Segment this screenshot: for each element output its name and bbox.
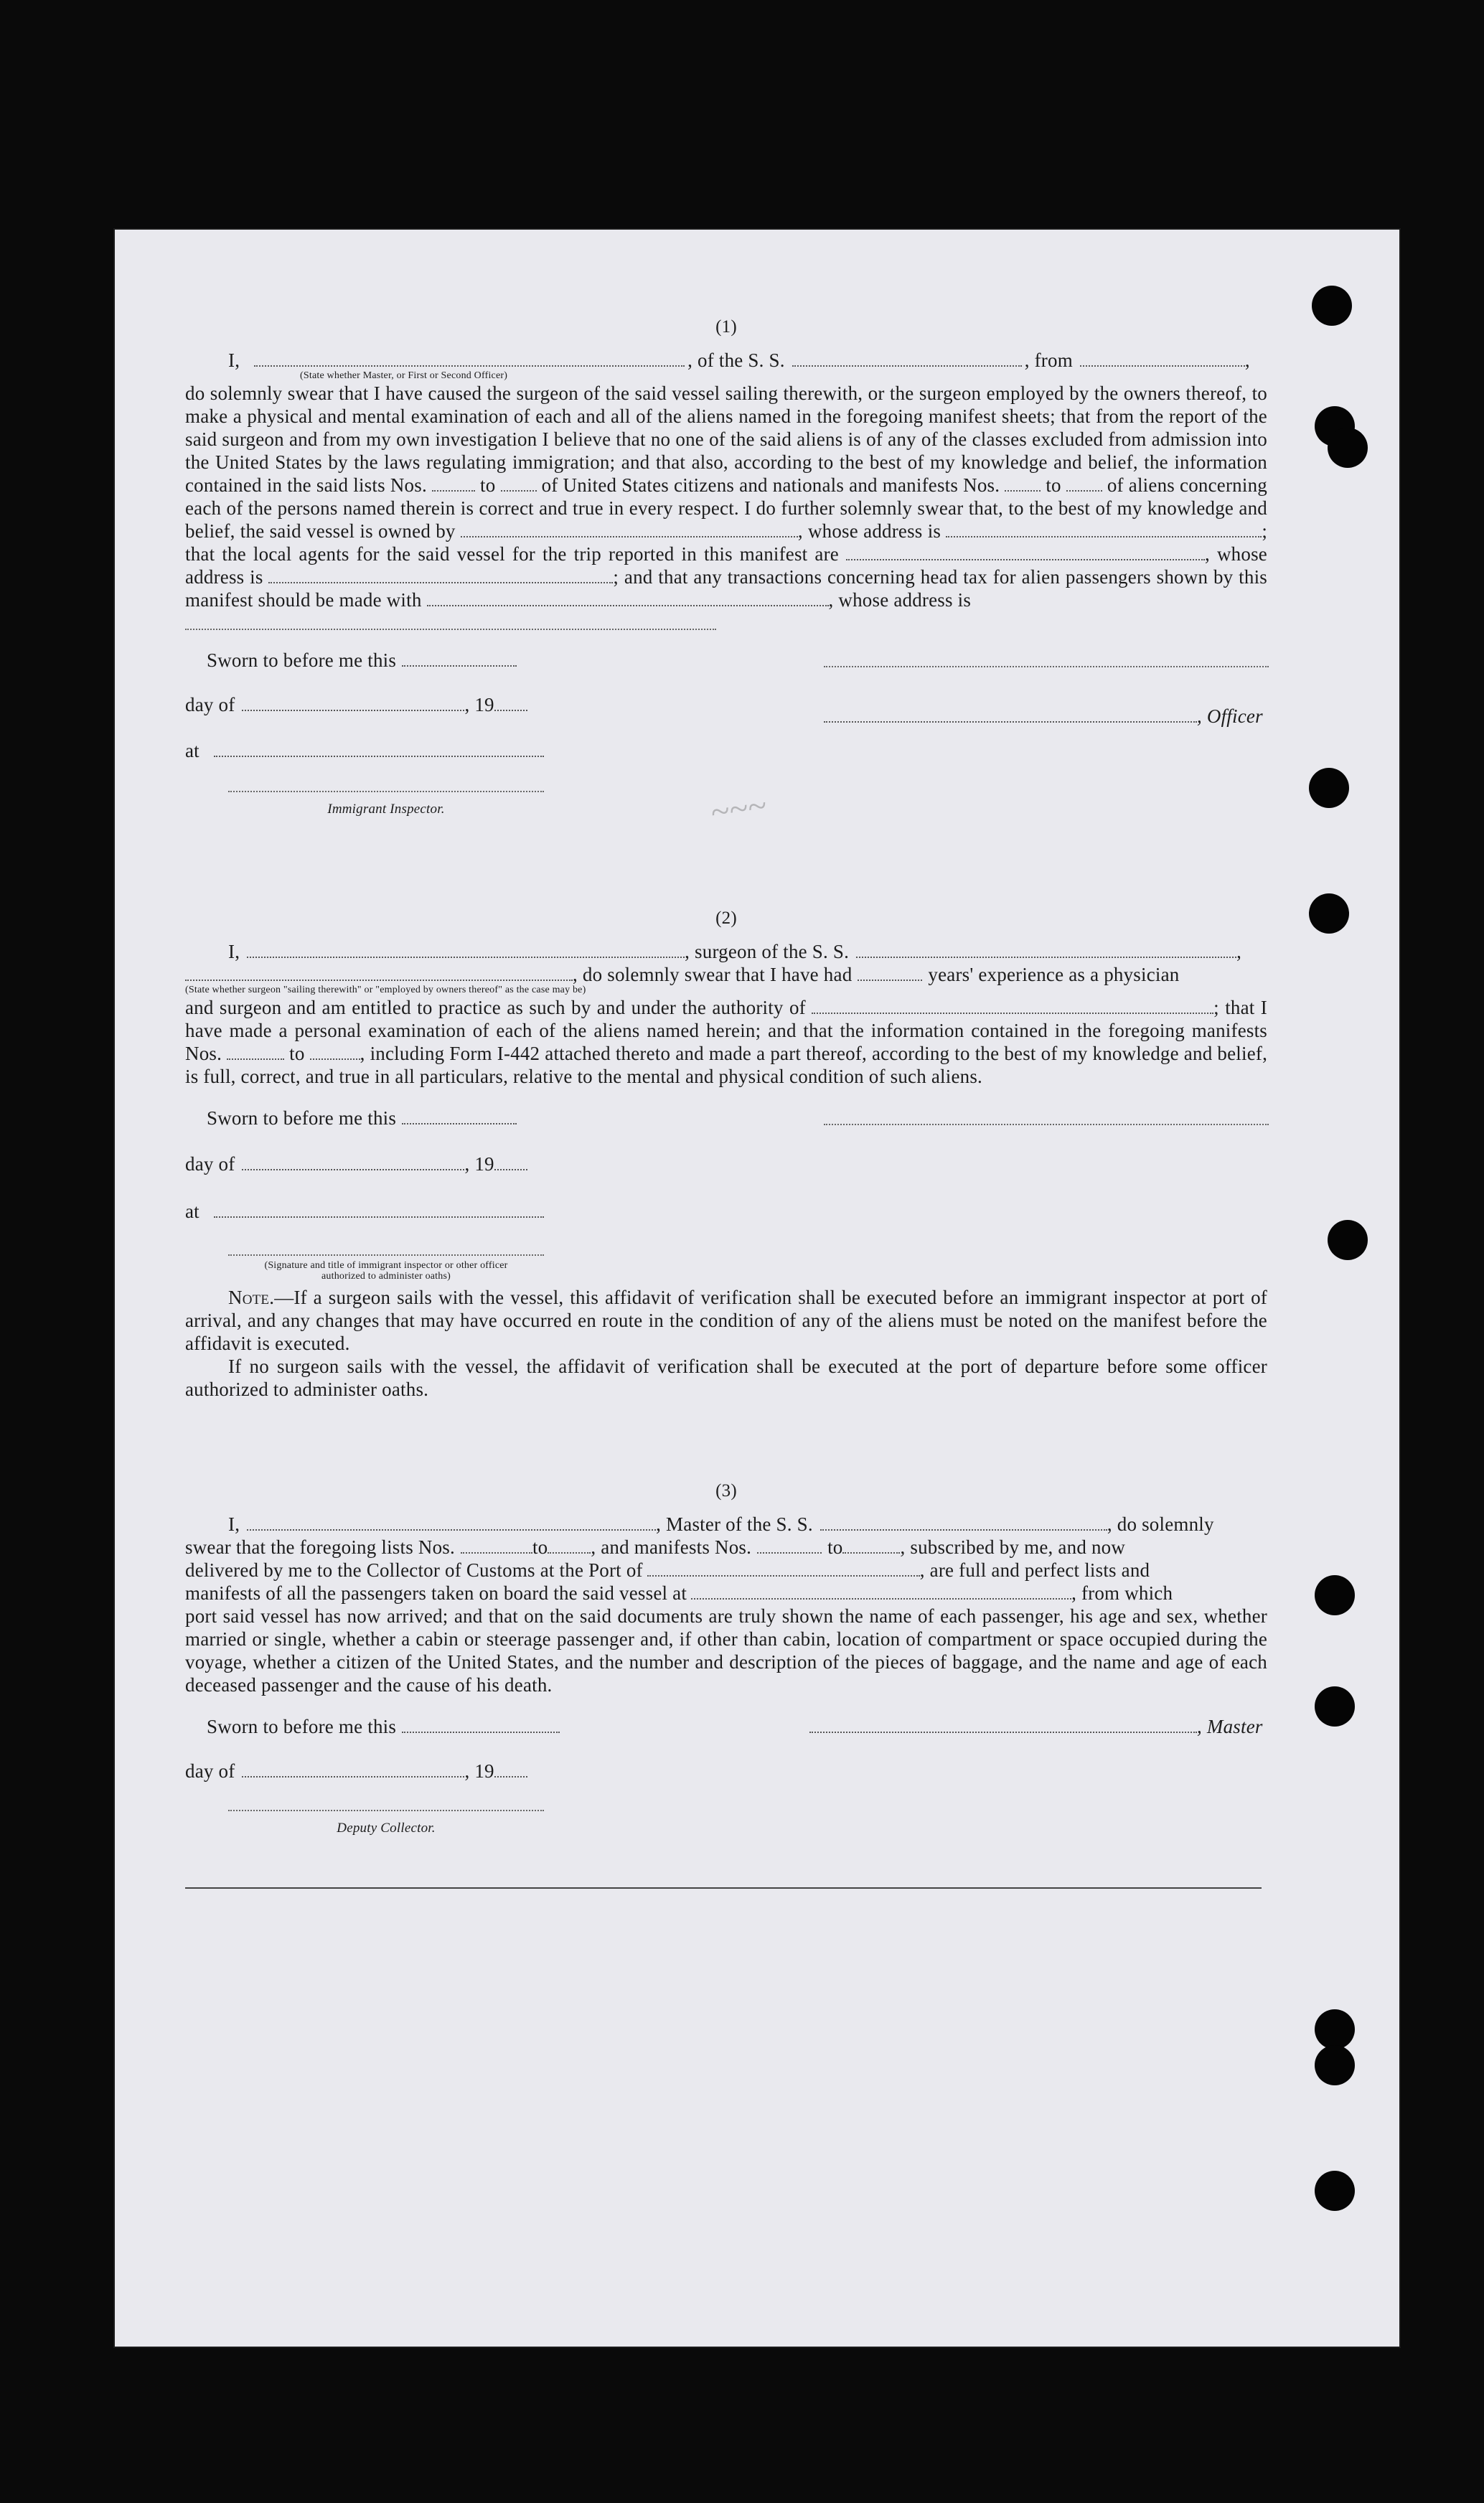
at-line xyxy=(185,1200,544,1223)
lists-blank xyxy=(432,474,475,492)
master-line xyxy=(185,1513,1267,1536)
tax-blank xyxy=(427,589,829,606)
inspector-caption: Immigrant Inspector. xyxy=(327,802,445,817)
section-1-body: do solemnly swear that I have caused the surgeon of the said vessel sailing therewith, or the surgeon employed by the owners thereof, to make a physical and mental examination of each and all of the aliens named in the foregoing manifest sheets; that from the report of the said surgeon and from my own investigation I believe that no one of the said aliens is of any of the classes excluded from admission into the United States by the laws regulating immigration; and that also, according to the best of my knowledge and belief, the information contained in the said lists Nos. to of United States citizens and nationals and manifests Nos. to of aliens concerning each of the persons named therein is correct and true in every respect. I do further solemnly swear that, to the best of my knowledge and belief, the said vessel is owned by , whose address is ; that the local agents for the said vessel for the trip reported in this manifest are , whose address is ; and that any transactions concerning head tax for alien passengers shown by this manifest should be made with , whose address is xyxy=(185,382,1268,611)
lists-blank xyxy=(501,474,537,492)
day-blank xyxy=(242,694,464,711)
body-text: of aliens concerning each of the persons named therein is correct and true in every respect. I do further solemnly swear that, to the best of my knowledge and belief, the said vessel is owned by xyxy=(185,474,1267,542)
label-i: I, xyxy=(228,349,240,371)
subscribed-label: , subscribed by me, and now xyxy=(900,1536,1126,1558)
day-line xyxy=(185,1152,527,1175)
body-text: that the local agents for the said vessel for the trip reported in this manifest are xyxy=(185,543,839,565)
officer-caption: (State whether Master, or First or Second Officer) xyxy=(300,370,508,381)
years-label: years' experience as a physician xyxy=(928,964,1180,985)
punch-hole xyxy=(1315,1575,1355,1615)
section-1-signatures xyxy=(185,649,1267,842)
to-label: to xyxy=(289,1043,305,1064)
punch-hole xyxy=(1312,286,1352,326)
punch-hole xyxy=(1309,893,1349,934)
master-label: , Master xyxy=(1197,1716,1263,1737)
body-text: and surgeon and am entitled to practice as such by and under the authority of xyxy=(185,997,806,1018)
at-blank xyxy=(214,1201,544,1218)
punch-hole xyxy=(1315,2171,1355,2211)
date-blank xyxy=(402,649,517,667)
body-text: ; and that any transactions concerning head tax for alien passengers shown by this manifest should be made with xyxy=(185,566,1267,611)
collector-signature-line xyxy=(228,1795,544,1811)
surgeon-signature-line xyxy=(824,1109,1269,1125)
master-name-blank xyxy=(247,1513,656,1531)
sworn-label: Sworn to before me this xyxy=(207,1716,397,1737)
surgeon-caption: (State whether surgeon "sailing therewith" or "employed by owners thereof" as the case may be) xyxy=(185,985,586,995)
signature-caption: (Signature and title of immigrant inspector or other officer authorized to administer oaths) xyxy=(264,1260,508,1282)
name-blank xyxy=(254,349,685,367)
sworn-label: Sworn to before me this xyxy=(207,1107,397,1129)
at-label: at xyxy=(185,740,199,761)
day-line xyxy=(185,1760,527,1783)
departure-port-blank xyxy=(691,1582,1071,1600)
vessel-blank xyxy=(792,349,1022,367)
surgeon-line: I, , surgeon of the S. S. , xyxy=(228,941,1242,962)
to-label: to xyxy=(480,474,496,496)
manifests-blank xyxy=(227,1043,284,1060)
at-line xyxy=(185,739,544,762)
to-label: to xyxy=(1046,474,1061,496)
punch-hole xyxy=(1315,1686,1355,1727)
faint-handwriting: ~~~ xyxy=(708,786,769,832)
boarded-line xyxy=(185,1582,1267,1605)
day-line xyxy=(185,693,527,716)
punch-hole xyxy=(1328,1220,1368,1260)
punch-hole xyxy=(1315,2009,1355,2049)
section-2-signatures xyxy=(185,1107,1267,1286)
officer-blank xyxy=(824,705,1197,723)
years-blank xyxy=(858,964,922,981)
at-label: at xyxy=(185,1201,199,1222)
sworn-line xyxy=(207,1715,560,1738)
note-text: —If a surgeon sails with the vessel, this affidavit of verification shall be executed before an immigrant inspector at port of arrival, and any changes that may have occurred en route in the condition of any of the aliens must be noted on the manifest before the affidavit is executed. xyxy=(185,1287,1267,1354)
manifests-blank xyxy=(1005,474,1041,492)
sworn-line xyxy=(207,649,517,672)
section-number: (2) xyxy=(715,908,737,928)
manifest-page xyxy=(115,230,1399,2347)
swear-label: swear that the foregoing lists Nos. xyxy=(185,1536,455,1558)
manifests-blank xyxy=(1066,474,1102,492)
experience-line xyxy=(185,963,1267,986)
bottom-rule xyxy=(185,1887,1262,1889)
surgeon-of-label: , surgeon of the S. S. xyxy=(685,941,850,962)
sworn-line xyxy=(207,1107,517,1130)
address-continuation-blank xyxy=(185,614,716,630)
port-line xyxy=(185,1559,1267,1582)
label-i: I, xyxy=(228,941,240,962)
day-label: day of xyxy=(185,1153,235,1175)
section-1 xyxy=(185,316,1267,842)
year-label: , 19 xyxy=(464,1760,494,1782)
label-from: , from xyxy=(1024,349,1073,371)
date-blank xyxy=(402,1716,560,1733)
inspector-signature-line xyxy=(228,776,544,792)
day-label: day of xyxy=(185,694,235,715)
date-blank xyxy=(402,1107,517,1124)
section-2-body: and surgeon and am entitled to practice as such by and under the authority of ; that I have made a personal examination of each of the aliens named herein; and that the information contained in the foregoing manifests Nos. to , including Form I-442 attached thereto and made a part thereof, according to the best of my knowledge and belief, is full, correct, and true in all particulars, relative to the mental and physical condition of such aliens. xyxy=(185,997,1268,1087)
declarant-line xyxy=(185,349,1267,372)
officer-signature-line xyxy=(824,652,1269,667)
master-signature-blank xyxy=(809,1716,1197,1733)
port-blank xyxy=(647,1559,920,1577)
punch-hole xyxy=(1328,428,1368,468)
deputy-caption: Deputy Collector. xyxy=(337,1821,436,1836)
body-text: do solemnly swear that I have caused the surgeon of the said vessel sailing therewith, or the surgeon employed by the owners thereof, to make a physical and mental examination of each and all of the aliens named in the foregoing manifest sheets; that from the report of the said surgeon and from my own investigation I believe that no one of the said aliens is of any of the classes excluded from admission into the United States by the laws regulating immigration; and that also, according to the best of my knowledge and belief, the information contained in the said lists Nos. xyxy=(185,382,1267,496)
manifests-blank xyxy=(310,1043,360,1060)
manifests-blank xyxy=(757,1536,822,1554)
to-label: to xyxy=(532,1536,548,1558)
solemnly-label: , do solemnly xyxy=(1107,1513,1214,1535)
manifests-blank xyxy=(842,1536,900,1554)
full-label: , are full and perfect lists and xyxy=(919,1559,1150,1581)
note-paragraph-2: If no surgeon sails with the vessel, the affidavit of verification shall be executed at the port of departure before some officer authorized to administer oaths. xyxy=(185,1356,1267,1400)
body-text: of United States citizens and nationals and manifests Nos. xyxy=(541,474,1000,496)
manifests-all-label: manifests of all the passengers taken on board the said vessel at xyxy=(185,1582,687,1604)
manifests-label: , and manifests Nos. xyxy=(591,1536,752,1558)
surgeon-name-blank xyxy=(247,941,685,958)
year-blank xyxy=(494,1760,527,1778)
year-label: , 19 xyxy=(464,1153,494,1175)
note-paragraph xyxy=(185,1286,1267,1355)
note-label: Note. xyxy=(228,1287,275,1308)
from-which-label: , from which xyxy=(1071,1582,1173,1604)
surgeon-type-blank xyxy=(185,964,573,981)
punch-hole xyxy=(1315,2045,1355,2085)
swear-label: , do solemnly swear that I have had xyxy=(573,964,853,985)
body-text: , whose address is xyxy=(797,520,941,542)
day-blank xyxy=(242,1760,464,1778)
owner-blank xyxy=(461,520,798,537)
master-of-label: , Master of the S. S. xyxy=(656,1513,813,1535)
punch-hole xyxy=(1309,768,1349,808)
section-3-body: port said vessel has now arrived; and that on the said documents are truly shown the name of each passenger, his age and sex, whether married or single, whether a cabin or steerage passenger and, if other than cabin, location of compartment or space occupied during the voyage, whether a citizen of the United States, and the number and description of the pieces of baggage, and the name and age of each deceased passenger and the cause of his death. xyxy=(185,1605,1267,1696)
officer-line xyxy=(824,705,1263,728)
lists-blank xyxy=(461,1536,532,1554)
day-label: day of xyxy=(185,1760,235,1782)
section-3 xyxy=(185,1480,1267,1889)
body-text: whose address is xyxy=(185,543,1267,588)
surgeon-vessel-blank xyxy=(856,941,1236,958)
body-text: that I have made a personal examination of each of the aliens named herein; and that the information contained in the foregoing manifests Nos. xyxy=(185,997,1268,1064)
document-body xyxy=(185,316,1267,1889)
comma: , xyxy=(1244,349,1250,371)
inspector-signature-line xyxy=(228,1240,544,1256)
delivered-label: delivered by me to the Collector of Customs at the Port of xyxy=(185,1559,643,1581)
agents-blank xyxy=(846,543,1205,560)
at-blank xyxy=(214,740,544,757)
address-blank xyxy=(946,520,1262,537)
year-blank xyxy=(494,694,527,711)
punct: ; xyxy=(1262,520,1268,542)
body-text: , whose address is xyxy=(828,589,972,611)
label-of-ss: , of the S. S. xyxy=(687,349,785,371)
lists-blank xyxy=(548,1536,591,1554)
sworn-label: Sworn to before me this xyxy=(207,649,397,671)
year-blank xyxy=(494,1153,527,1170)
from-blank xyxy=(1080,349,1245,367)
master-signature-line xyxy=(809,1715,1263,1738)
section-2 xyxy=(185,907,1267,1401)
agents-address-blank xyxy=(268,566,613,583)
to-label: to xyxy=(827,1536,843,1558)
section-number: (3) xyxy=(715,1481,737,1501)
section-3-signatures xyxy=(185,1715,1267,1837)
body-text: , including Form I-442 attached thereto and made a part thereof, according to the best of my knowledge and belief, is full, correct, and true in all particulars, relative to the mental and physical condition of such aliens. xyxy=(185,1043,1268,1087)
day-blank xyxy=(242,1153,464,1170)
master-vessel-blank xyxy=(820,1513,1107,1531)
label-i: I, xyxy=(228,1513,240,1535)
officer-label: , Officer xyxy=(1197,705,1263,727)
section-number: (1) xyxy=(715,317,737,337)
lists-line xyxy=(185,1536,1267,1559)
authority-blank xyxy=(812,997,1213,1014)
year-label: , 19 xyxy=(464,694,494,715)
